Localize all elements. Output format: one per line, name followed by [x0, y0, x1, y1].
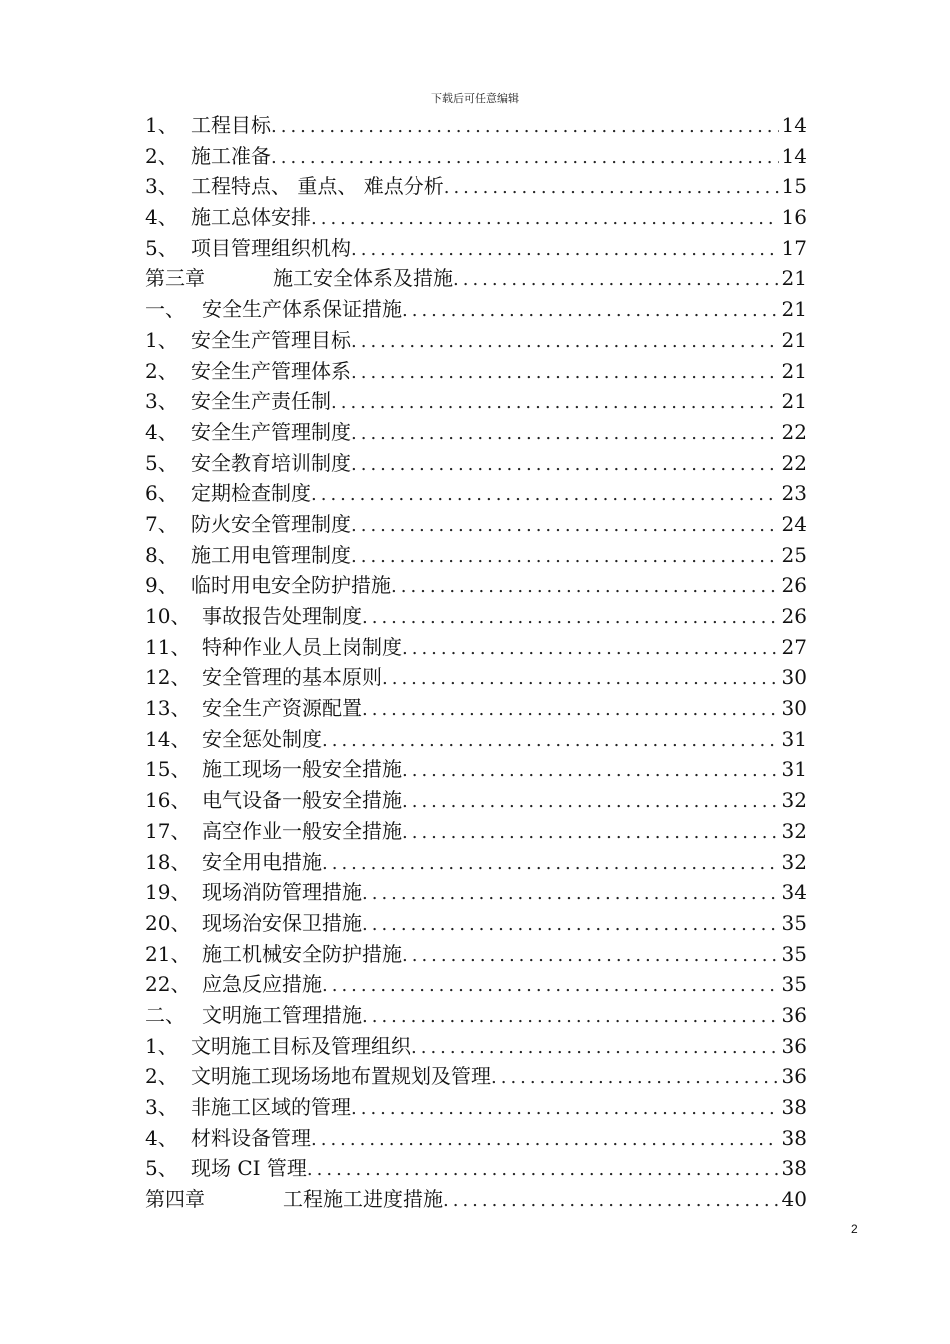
dot-leader — [362, 879, 779, 910]
toc-entry-title: 临时用电安全防护措施 — [191, 573, 391, 598]
toc-entry-title: 文明施工目标及管理组织 — [191, 1033, 411, 1058]
toc-entry[interactable] — [145, 141, 807, 172]
toc-entry[interactable] — [145, 1031, 807, 1062]
toc-entry[interactable] — [145, 448, 807, 479]
dot-leader — [311, 1125, 779, 1156]
toc-entry[interactable] — [145, 1092, 807, 1123]
page-number: 2 — [851, 1222, 858, 1236]
toc-entry-title: 安全生产资源配置 — [202, 696, 362, 721]
toc-entry-page: 35 — [781, 910, 807, 935]
dot-leader — [351, 542, 779, 573]
toc-entry[interactable] — [145, 386, 807, 417]
toc-entry-page: 34 — [781, 880, 807, 905]
dot-leader — [351, 450, 779, 481]
toc-entry-page: 22 — [781, 450, 807, 475]
toc-entry-page: 15 — [781, 174, 807, 199]
toc-entry-title: 施工机械安全防护措施 — [202, 941, 402, 966]
dot-leader — [271, 143, 779, 174]
toc-entry[interactable] — [145, 540, 807, 571]
toc-entry-number: 5、 — [145, 450, 178, 475]
dot-leader — [362, 1002, 779, 1033]
toc-entry[interactable] — [145, 417, 807, 448]
dot-leader — [382, 664, 779, 695]
toc-entry-title: 项目管理组织机构 — [191, 235, 351, 260]
toc-entry[interactable] — [145, 294, 807, 325]
dot-leader — [311, 480, 779, 511]
toc-entry-number: 2、 — [145, 358, 178, 383]
toc-entry-title: 工程目标 — [191, 113, 271, 137]
toc-entry[interactable] — [145, 816, 807, 847]
dot-leader — [402, 941, 779, 972]
toc-entry-page: 21 — [781, 327, 807, 352]
dot-leader — [311, 204, 779, 235]
toc-entry-title: 安全生产管理制度 — [191, 419, 351, 444]
toc-entry-page: 35 — [781, 972, 807, 997]
toc-entry-title: 安全生产管理目标 — [191, 327, 351, 352]
toc-entry-page: 32 — [781, 818, 807, 843]
toc-entry[interactable] — [145, 908, 807, 939]
dot-leader — [444, 173, 779, 204]
toc-entry-page: 17 — [781, 235, 807, 260]
toc-entry-number: 1、 — [145, 327, 178, 352]
toc-entry-page: 38 — [781, 1125, 807, 1150]
toc-entry-title: 高空作业一般安全措施 — [202, 818, 402, 843]
toc-entry-title: 施工现场一般安全措施 — [202, 757, 402, 782]
toc-entry-title: 安全管理的基本原则 — [202, 665, 382, 690]
dot-leader — [491, 1063, 779, 1094]
dot-leader — [271, 112, 779, 143]
dot-leader — [351, 358, 779, 389]
toc-entry-number: 16、 — [145, 788, 191, 813]
toc-entry-title: 特种作业人员上岗制度 — [202, 634, 402, 659]
toc-entry-number: 一、 — [145, 297, 185, 322]
toc-entry-number: 3、 — [145, 1095, 178, 1119]
toc-entry-page: 38 — [781, 1156, 807, 1181]
toc-entry-page: 26 — [781, 604, 807, 628]
toc-entry-page: 27 — [781, 634, 807, 659]
toc-entry-number: 9、 — [145, 573, 178, 598]
toc-entry-page: 32 — [781, 849, 807, 874]
toc-entry-title: 安全教育培训制度 — [191, 450, 351, 475]
toc-entry-page: 21 — [781, 358, 807, 383]
dot-leader — [402, 756, 779, 787]
toc-entry-title: 现场消防管理措施 — [202, 880, 362, 905]
toc-entry-number: 1、 — [145, 113, 178, 137]
toc-entry-title: 事故报告处理制度 — [202, 604, 362, 628]
toc-entry[interactable] — [145, 1153, 807, 1184]
toc-entry-number: 8、 — [145, 542, 178, 567]
toc-entry-number: 二、 — [145, 1002, 185, 1027]
toc-entry-page: 14 — [781, 143, 807, 168]
toc-entry-title: 施工用电管理制度 — [191, 542, 351, 567]
toc-entry-number: 第四章 — [145, 1187, 205, 1212]
toc-entry-title: 电气设备一般安全措施 — [202, 788, 402, 813]
dot-leader — [402, 296, 779, 327]
toc-entry-page: 30 — [781, 665, 807, 690]
toc-entry-page: 38 — [781, 1095, 807, 1119]
toc-entry-title: 定期检查制度 — [191, 481, 311, 506]
dot-leader — [362, 695, 779, 726]
toc-chapter-entry[interactable] — [145, 263, 807, 294]
toc-entry-page: 31 — [781, 726, 807, 751]
toc-entry-page: 36 — [781, 1064, 807, 1089]
toc-entry-page: 21 — [781, 297, 807, 322]
toc-entry-title: 现场治安保卫措施 — [202, 910, 362, 935]
toc-entry-number: 12、 — [145, 665, 191, 690]
toc-entry-number: 11、 — [145, 634, 191, 659]
toc-entry-page: 40 — [781, 1187, 807, 1212]
toc-entry-title: 安全生产管理体系 — [191, 358, 351, 383]
toc-entry[interactable] — [145, 325, 807, 356]
toc-entry-number: 14、 — [145, 726, 191, 751]
dot-leader — [402, 787, 779, 818]
toc-entry-title: 安全生产体系保证措施 — [202, 297, 402, 322]
dot-leader — [391, 572, 779, 603]
toc-entry[interactable] — [145, 601, 807, 632]
dot-leader — [322, 726, 779, 757]
toc-entry[interactable] — [145, 724, 807, 755]
dot-leader — [443, 1186, 779, 1217]
toc-entry-page: 35 — [781, 941, 807, 966]
toc-entry-title: 文明施工现场场地布置规划及管理 — [191, 1064, 491, 1089]
toc-entry[interactable] — [145, 356, 807, 387]
toc-entry-page: 21 — [781, 266, 807, 291]
toc-entry[interactable] — [145, 632, 807, 663]
toc-entry-number: 10、 — [145, 604, 191, 628]
toc-entry-page: 25 — [781, 542, 807, 567]
toc-entry[interactable] — [145, 662, 807, 693]
dot-leader — [453, 265, 779, 296]
toc-entry[interactable] — [145, 847, 807, 878]
toc-entry-number: 22、 — [145, 972, 191, 997]
toc-entry[interactable] — [145, 202, 807, 233]
toc-entry-title: 现场 CI 管理 — [191, 1156, 307, 1181]
toc-entry-number: 17、 — [145, 818, 191, 843]
toc-entry[interactable] — [145, 1000, 807, 1031]
dot-leader — [402, 818, 779, 849]
toc-entry-page: 14 — [781, 113, 807, 137]
toc-entry-page: 31 — [781, 757, 807, 782]
toc-entry-number: 21、 — [145, 941, 191, 966]
dot-leader — [351, 511, 779, 542]
toc-entry[interactable] — [145, 969, 807, 1000]
toc-entry-number: 5、 — [145, 235, 178, 260]
toc-entry[interactable] — [145, 939, 807, 970]
toc-entry[interactable] — [145, 693, 807, 724]
dot-leader — [322, 971, 779, 1002]
toc-entry-title: 安全惩处制度 — [202, 726, 322, 751]
toc-entry-page: 32 — [781, 788, 807, 813]
table-of-contents — [145, 110, 807, 1215]
toc-entry[interactable] — [145, 110, 807, 141]
toc-entry-title: 安全生产责任制 — [191, 389, 331, 414]
toc-entry-number: 20、 — [145, 910, 191, 935]
page-header: 下载后可任意编辑 — [431, 92, 519, 105]
toc-entry[interactable] — [145, 877, 807, 908]
toc-entry-number: 1、 — [145, 1033, 178, 1058]
toc-entry-title: 应急反应措施 — [202, 972, 322, 997]
toc-entry-number: 15、 — [145, 757, 191, 782]
dot-leader — [362, 910, 779, 941]
toc-entry[interactable] — [145, 785, 807, 816]
toc-entry-title: 工程施工进度措施 — [283, 1187, 443, 1212]
dot-leader — [351, 235, 779, 266]
toc-entry-page: 24 — [781, 511, 807, 536]
dot-leader — [331, 388, 779, 419]
dot-leader — [362, 603, 779, 634]
toc-entry-page: 16 — [781, 205, 807, 230]
toc-entry-number: 4、 — [145, 419, 178, 444]
toc-entry-page: 23 — [781, 481, 807, 506]
toc-entry-number: 2、 — [145, 1064, 178, 1089]
toc-entry-page: 36 — [781, 1033, 807, 1058]
toc-chapter-entry[interactable] — [145, 1184, 807, 1215]
toc-entry-number: 2、 — [145, 143, 178, 168]
toc-entry-number: 6、 — [145, 481, 178, 506]
dot-leader — [307, 1155, 779, 1186]
toc-entry-title: 防火安全管理制度 — [191, 511, 351, 536]
toc-entry-title: 安全用电措施 — [202, 849, 322, 874]
dot-leader — [351, 419, 779, 450]
toc-entry-page: 26 — [781, 573, 807, 598]
toc-entry-title: 施工安全体系及措施 — [273, 266, 453, 291]
toc-entry[interactable] — [145, 233, 807, 264]
toc-entry-number: 第三章 — [145, 266, 205, 291]
toc-entry-number: 4、 — [145, 205, 178, 230]
toc-entry[interactable] — [145, 509, 807, 540]
toc-entry-title: 施工总体安排 — [191, 205, 311, 230]
toc-entry-number: 18、 — [145, 849, 191, 874]
dot-leader — [411, 1033, 779, 1064]
toc-entry-page: 36 — [781, 1002, 807, 1027]
toc-entry-title: 文明施工管理措施 — [202, 1002, 362, 1027]
toc-entry[interactable] — [145, 1061, 807, 1092]
toc-entry-title: 材料设备管理 — [191, 1125, 311, 1150]
toc-entry[interactable] — [145, 570, 807, 601]
toc-entry-title: 工程特点、 重点、 难点分析 — [191, 174, 444, 199]
toc-entry-number: 7、 — [145, 511, 178, 536]
toc-entry[interactable] — [145, 478, 807, 509]
dot-leader — [351, 327, 779, 358]
toc-entry-number: 13、 — [145, 696, 191, 721]
toc-entry-page: 21 — [781, 389, 807, 414]
dot-leader — [402, 634, 779, 665]
toc-entry-title: 非施工区域的管理 — [191, 1095, 351, 1119]
dot-leader — [351, 1094, 779, 1125]
toc-entry-number: 5、 — [145, 1156, 178, 1181]
toc-entry-page: 22 — [781, 419, 807, 444]
toc-entry-title: 施工准备 — [191, 143, 271, 168]
toc-entry[interactable] — [145, 171, 807, 202]
toc-entry-number: 4、 — [145, 1125, 178, 1150]
toc-entry-number: 3、 — [145, 174, 178, 199]
toc-entry[interactable] — [145, 754, 807, 785]
toc-entry[interactable] — [145, 1123, 807, 1154]
toc-entry-page: 30 — [781, 696, 807, 721]
dot-leader — [322, 849, 779, 880]
toc-entry-number: 3、 — [145, 389, 178, 414]
toc-entry-number: 19、 — [145, 880, 191, 905]
